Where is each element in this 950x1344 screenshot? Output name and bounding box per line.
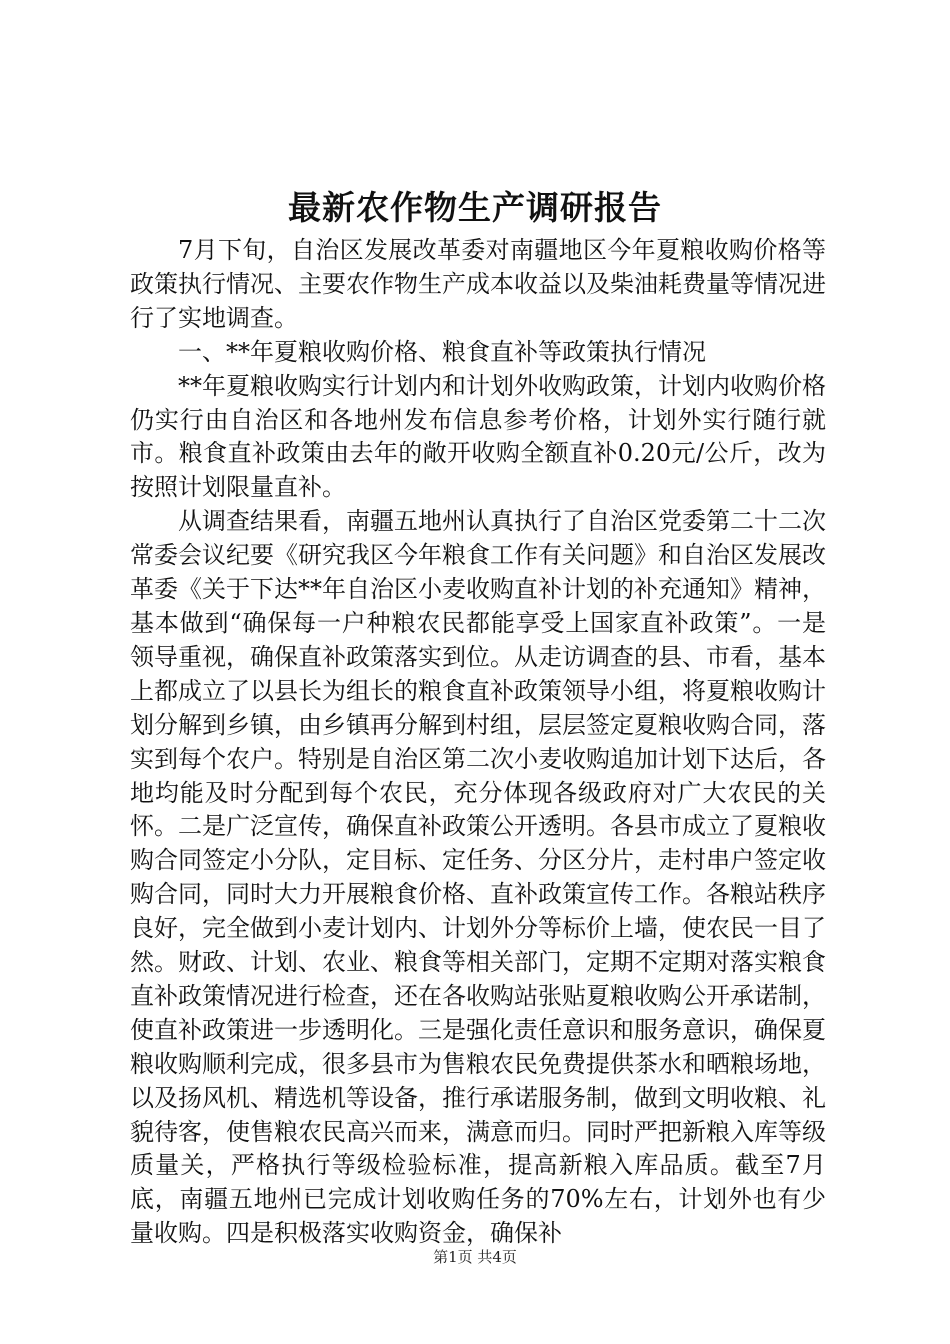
paragraph-policy: **年夏粮收购实行计划内和计划外收购政策，计划内收购价格仍实行由自治区和各地州发布信息参考价格，计划外实行随行就市。粮食直补政策由去年的敞开收购全额直补0.20元/公斤，改为按照计划限量直补。 (130, 371, 826, 502)
page-number-footer: 第1页 共4页 (433, 1248, 517, 1266)
paragraph-findings: 从调查结果看，南疆五地州认真执行了自治区党委第二十二次常委会议纪要《研究我区今年粮食工作有关问题》和自治区发展改革委《关于下达**年自治区小麦收购直补计划的补充通知》精神，基本做到“确保每一户种粮农民都能享受上国家直补政策”。一是领导重视，确保直补政策落实到位。从走访调查的县、市看，基本上都成立了以县长为组长的粮食直补政策领导小组，将夏粮收购计划分解到乡镇，由乡镇再分解到村组，层层签定夏粮收购合同，落实到每个农户。特别是自治区第二次小麦收购追加计划下达后，各地均能及时分配到每个农民，充分体现各级政府对广大农民的关怀。二是广泛宣传，确保直补政策公开透明。各县市成立了夏粮收购合同签定小分队，定目标、定任务、分区分片，走村串户签定收购合同，同时大力开展粮食价格、直补政策宣传工作。各粮站秩序良好，完全做到小麦计划内、计划外分等标价上墙，使农民一目了然。财政、计划、农业、粮食等相关部门，定期不定期对落实粮食直补政策情况进行检查，还在各收购站张贴夏粮收购公开承诺制，使直补政策进一步透明化。三是强化责任意识和服务意识，确保夏粮收购顺利完成，很多县市为售粮农民免费提供茶水和晒粮场地，以及扬风机、精选机等设备，推行承诺服务制，做到文明收粮、礼貌待客，使售粮农民高兴而来，满意而归。同时严把新粮入库等级质量关，严格执行等级检验标准，提高新粮入库品质。截至7月底，南疆五地州已完成计划收购任务的70%左右，计划外也有少量收购。四是积极落实收购资金，确保补 (130, 507, 826, 1248)
document-body (130, 234, 826, 1251)
document-title: 最新农作物生产调研报告 (288, 188, 662, 227)
section-heading: 一、**年夏粮收购价格、粮食直补等政策执行情况 (178, 337, 706, 366)
paragraph-intro: 7月下旬，自治区发展改革委对南疆地区今年夏粮收购价格等政策执行情况、主要农作物生产成本收益以及柴油耗费量等情况进行了实地调查。 (130, 236, 826, 332)
